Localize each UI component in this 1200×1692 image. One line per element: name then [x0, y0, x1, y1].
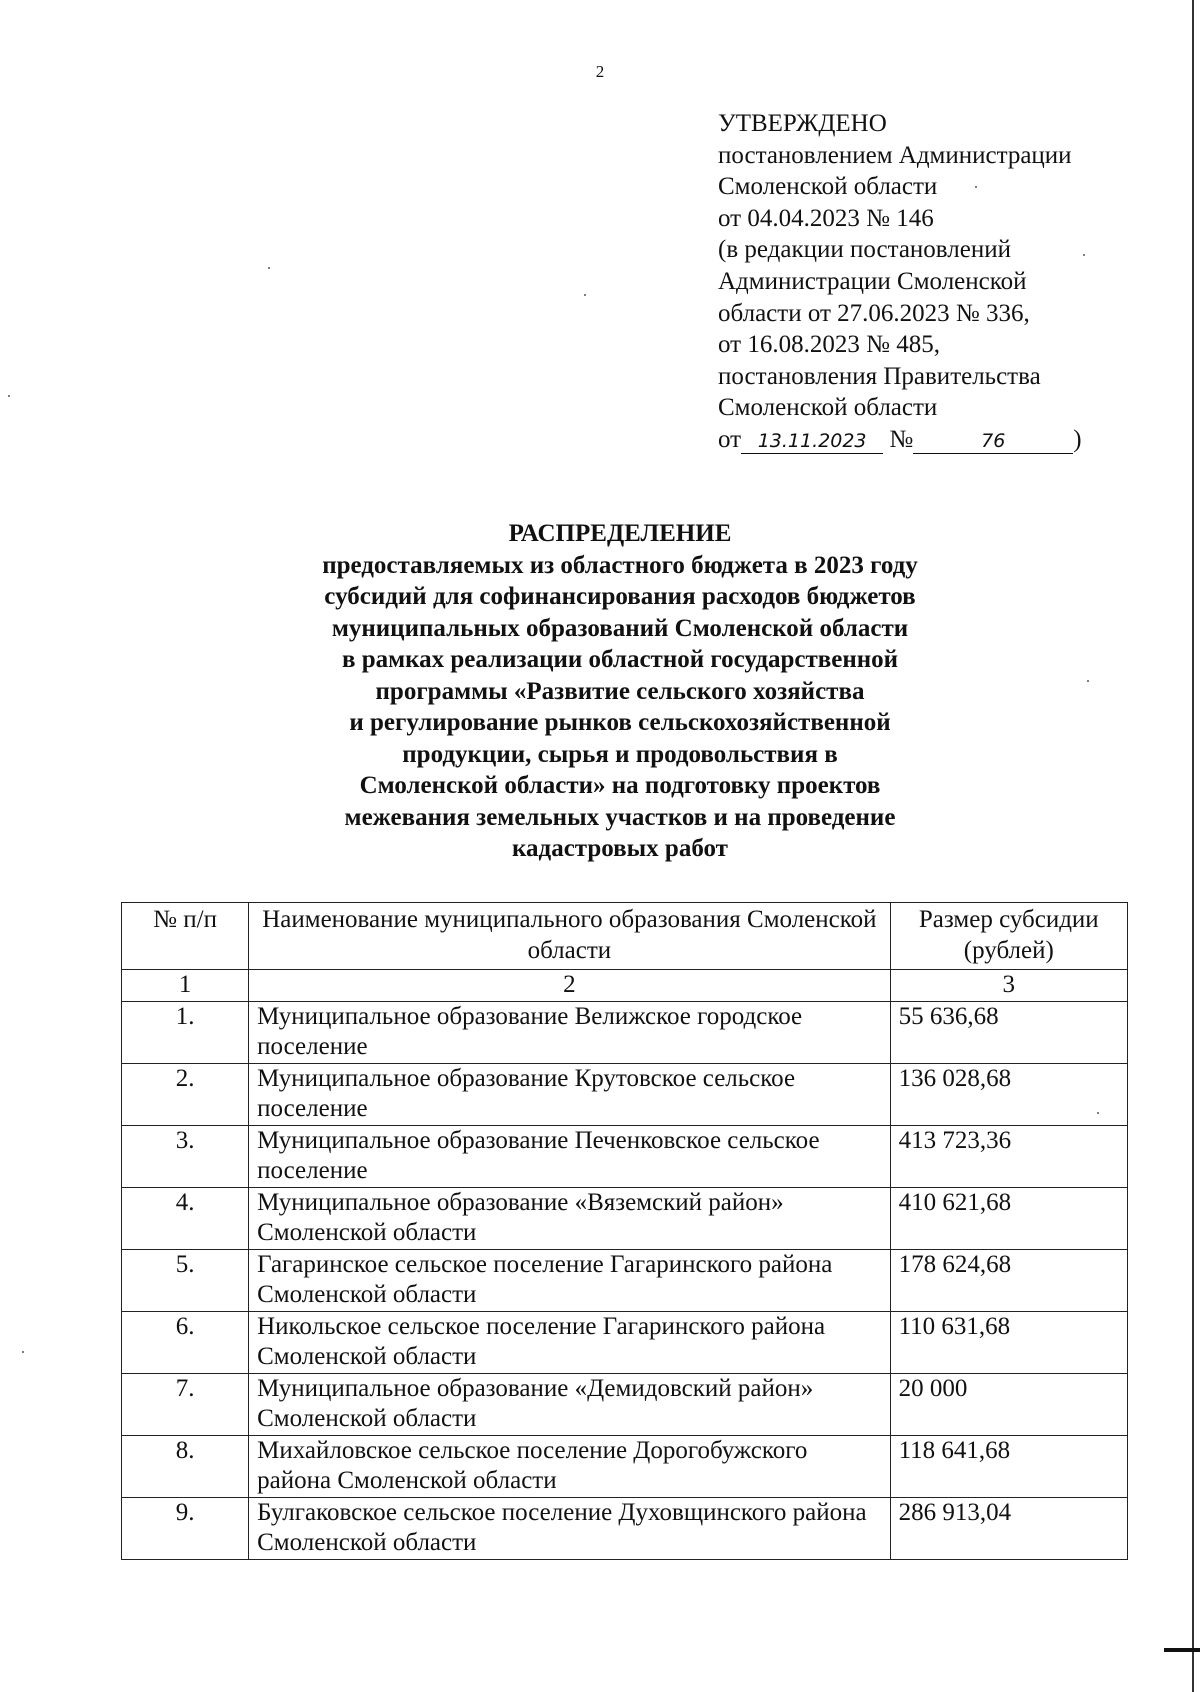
table-row: [122, 1001, 1128, 1063]
scan-edge-mark: [1164, 1648, 1200, 1652]
row-name: Никольское сельское поселение Гагаринского района Смоленской области: [249, 1311, 890, 1373]
scan-speck: [1087, 680, 1089, 682]
approval-line: области от 27.06.2023 № 336,: [718, 299, 1030, 327]
title-line: межевания земельных участков и на проведение: [344, 803, 896, 831]
scan-speck: [584, 294, 586, 296]
document-heading: РАСПРЕДЕЛЕНИЕ: [508, 520, 732, 547]
row-name: Муниципальное образование Крутовское сельское поселение: [249, 1063, 890, 1125]
handwritten-number: 76: [913, 429, 1073, 454]
page-number: 2: [595, 62, 605, 81]
scan-speck: [1083, 254, 1085, 256]
title-line: муниципальных образований Смоленской области: [331, 614, 909, 642]
row-name: Муниципальное образование Печенковское сельское поселение: [249, 1125, 890, 1187]
title-line: в рамках реализации областной государственной: [341, 646, 899, 673]
column-number: 1: [122, 970, 249, 1002]
scan-edge-line: [1192, 0, 1194, 1692]
row-num: 6.: [122, 1311, 249, 1373]
row-amount: 118 641,68: [890, 1435, 1127, 1497]
row-num: 2.: [122, 1063, 249, 1125]
approval-line: Смоленской области: [718, 173, 938, 201]
table-header-row: [122, 903, 1128, 970]
row-amount: 20 000: [890, 1373, 1127, 1435]
header-name: Наименование муниципального образования Смоленской области: [249, 903, 890, 970]
row-amount: 136 028,68: [890, 1063, 1127, 1125]
approval-line: Администрации Смоленской: [718, 267, 1027, 295]
handwritten-date: 13.11.2023: [741, 429, 883, 454]
row-num: 1.: [122, 1001, 249, 1063]
scan-speck: [22, 1351, 24, 1353]
header-num: № п/п: [122, 903, 249, 970]
table-row: [122, 1125, 1128, 1187]
title-line: программы «Развитие сельского хозяйства: [375, 677, 865, 705]
approval-line: от 16.08.2023 № 485,: [718, 331, 940, 359]
row-amount: 413 723,36: [890, 1125, 1127, 1187]
row-num: 8.: [122, 1435, 249, 1497]
approval-line: (в редакции постановлений: [718, 236, 1011, 264]
row-amount: 410 621,68: [890, 1187, 1127, 1249]
scan-speck: [268, 267, 270, 269]
row-num: 4.: [122, 1187, 249, 1249]
row-name: Муниципальное образование Велижское городское поселение: [249, 1001, 890, 1063]
column-number: 2: [249, 970, 890, 1002]
table-row: [122, 1187, 1128, 1249]
subsidy-table: [121, 902, 1128, 1560]
row-name: Булгаковское сельское поселение Духовщинского района Смоленской области: [249, 1497, 890, 1559]
scan-speck: [975, 186, 977, 188]
closing-paren: ): [1073, 425, 1082, 453]
row-amount: 178 624,68: [890, 1249, 1127, 1311]
approval-line: постановлением Администрации: [718, 141, 1072, 169]
row-num: 3.: [122, 1125, 249, 1187]
table-row: [122, 1063, 1128, 1125]
row-num: 7.: [122, 1373, 249, 1435]
table-row: [122, 1435, 1128, 1497]
table-row: [122, 1311, 1128, 1373]
table-row: [122, 1373, 1128, 1435]
title-line: продукции, сырья и продовольствия в: [402, 740, 838, 768]
row-name: Муниципальное образование «Демидовский район» Смоленской области: [249, 1373, 890, 1435]
title-line: субсидий для софинансирования расходов бюджетов: [324, 583, 916, 610]
title-line: предоставляемых из областного бюджета в 2023 году: [322, 551, 918, 579]
row-num: 9.: [122, 1497, 249, 1559]
scan-speck: [8, 395, 10, 397]
column-number-row: [122, 970, 1128, 1002]
table-row: [122, 1249, 1128, 1311]
row-amount: 286 913,04: [890, 1497, 1127, 1559]
approval-line: постановления Правительства: [718, 362, 1041, 390]
approval-last-line: [718, 424, 1138, 456]
header-amount: Размер субсидии (рублей): [890, 903, 1127, 970]
approval-line: Смоленской области: [718, 394, 938, 422]
title-line: кадастровых работ: [512, 835, 728, 862]
scan-speck: [1097, 1112, 1099, 1114]
approval-line: от 04.04.2023 № 146: [718, 204, 934, 232]
title-line: и регулирование рынков сельскохозяйственной: [349, 709, 891, 736]
approval-stamp-block: [718, 108, 1138, 456]
row-amount: 55 636,68: [890, 1001, 1127, 1063]
row-name: Гагаринское сельское поселение Гагаринского района Смоленской области: [249, 1249, 890, 1311]
row-amount: 110 631,68: [890, 1311, 1127, 1373]
approval-prefix: от: [718, 425, 742, 453]
approval-line: УТВЕРЖДЕНО: [718, 110, 887, 137]
number-sign: №: [889, 425, 914, 453]
table-row: [122, 1497, 1128, 1559]
row-name: Михайловское сельское поселение Дорогобужского района Смоленской области: [249, 1435, 890, 1497]
document-title-block: [250, 518, 990, 865]
row-name: Муниципальное образование «Вяземский район» Смоленской области: [249, 1187, 890, 1249]
row-num: 5.: [122, 1249, 249, 1311]
column-number: 3: [890, 970, 1127, 1002]
title-line: Смоленской области» на подготовку проектов: [359, 772, 881, 799]
